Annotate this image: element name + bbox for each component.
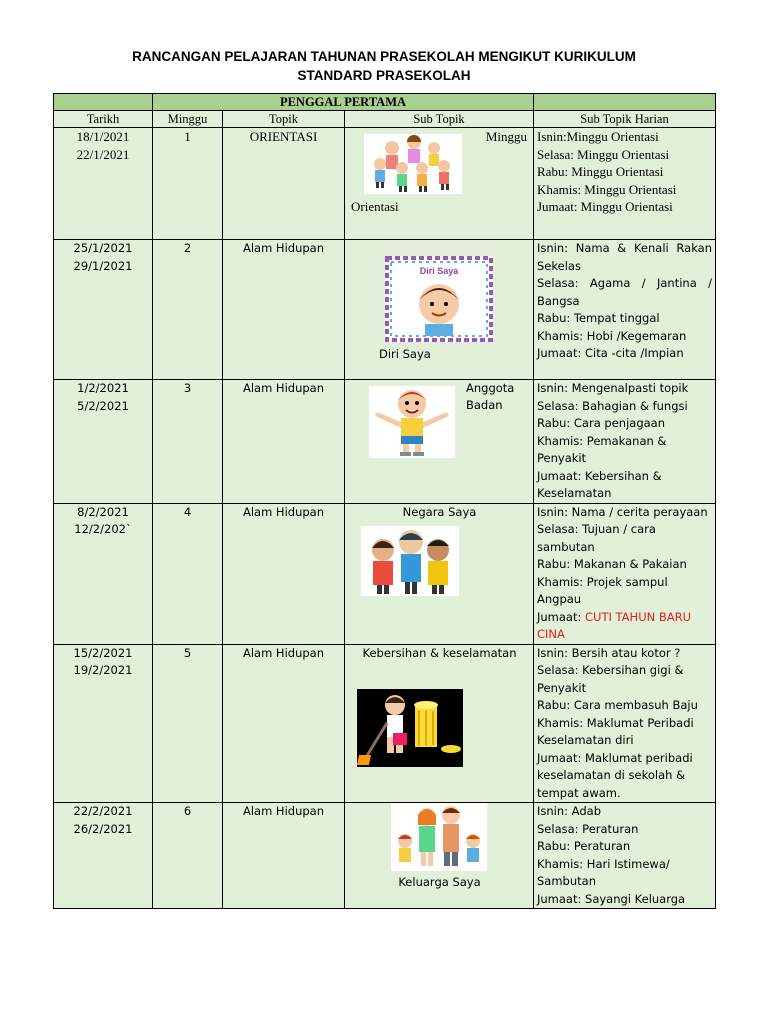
col-header-tarikh: Tarikh <box>54 111 153 128</box>
end-date: 29/1/2021 <box>73 258 133 273</box>
topic-cell: Alam Hidupan <box>223 240 345 380</box>
daily-subtopic-cell <box>534 644 716 803</box>
daily-item: Selasa: Bahagian & fungsi <box>537 398 688 413</box>
subtopic-cell <box>345 644 534 803</box>
daily-item: Rabu: Makanan & Pakaian <box>537 557 687 571</box>
cartoon-boy-picture <box>369 386 455 458</box>
daily-item: Khamis: Maklumat Peribadi Keselamatan diri <box>537 715 694 747</box>
start-date: 1/2/2021 <box>77 381 129 395</box>
daily-item: Isnin: Nama / cerita perayaan <box>537 504 708 519</box>
daily-subtopic-cell <box>534 503 716 644</box>
date-cell <box>54 240 153 380</box>
week-cell: 5 <box>153 644 223 803</box>
subtopic-cell <box>345 803 534 909</box>
subtopic-label: Diri Saya <box>379 347 431 361</box>
document-title <box>0 47 768 85</box>
daily-subtopic-cell <box>534 128 716 240</box>
daily-item: Khamis: Projek sampul Angpau <box>537 574 668 606</box>
column-header-row <box>54 111 716 128</box>
term-header-empty-right <box>534 94 716 111</box>
date-cell <box>54 503 153 644</box>
term-header: PENGGAL PERTAMA <box>153 94 534 111</box>
table-row <box>54 128 716 240</box>
term-header-row <box>54 94 716 111</box>
col-header-topik: Topik <box>223 111 345 128</box>
col-header-subtopik-harian: Sub Topik Harian <box>534 111 716 128</box>
daily-item: Jumaat: Maklumat peribadi keselamatan di sekolah & tempat awam. <box>537 750 693 800</box>
subtopic-label: Keluarga Saya <box>398 875 481 889</box>
daily-item: Jumaat: Kebersihan & Keselamatan <box>537 468 662 500</box>
term-header-empty <box>54 94 153 111</box>
daily-item: Rabu: Peraturan <box>537 839 631 853</box>
topic-cell: ORIENTASI <box>223 128 345 240</box>
table-row <box>54 803 716 909</box>
lesson-plan-table <box>53 93 716 909</box>
date-cell <box>54 128 153 240</box>
table-row <box>54 240 716 380</box>
week-cell: 4 <box>153 503 223 644</box>
daily-item: Khamis: Hobi /Kegemaran <box>537 328 687 343</box>
end-date: 26/2/2021 <box>73 821 133 836</box>
daily-item: Selasa: Agama / Jantina / Bangsa <box>537 276 712 308</box>
daily-item: Jumaat: Sayangi Keluarga <box>537 891 686 906</box>
daily-item: Khamis: Minggu Orientasi <box>537 181 677 197</box>
daily-item: Isnin: Bersih atau kotor ? <box>537 645 681 660</box>
holiday-notice: CUTI TAHUN BARU CINA <box>537 609 692 641</box>
daily-item: Khamis: Pemakanan & Penyakit <box>537 433 667 465</box>
start-date: 25/1/2021 <box>73 241 133 255</box>
daily-item: Isnin: Mengenalpasti topik <box>537 381 689 395</box>
daily-item: Rabu: Cara penjagaan <box>537 416 665 430</box>
table-row <box>54 503 716 644</box>
daily-subtopic-cell <box>534 803 716 909</box>
daily-item: Isnin:Minggu Orientasi <box>537 129 659 144</box>
date-cell <box>54 803 153 909</box>
table-row <box>54 644 716 803</box>
subtopic-label-part2: Badan <box>466 398 503 412</box>
daily-subtopic-cell <box>534 240 716 380</box>
subtopic-cell <box>345 503 534 644</box>
daily-item: Isnin: Nama & Kenali Rakan Sekelas <box>537 241 712 273</box>
topic-cell: Alam Hidupan <box>223 503 345 644</box>
start-date: 15/2/2021 <box>73 645 133 660</box>
subtopic-label-part1: Minggu <box>485 129 527 144</box>
daily-item: Selasa: Minggu Orientasi <box>537 146 670 162</box>
end-date: 12/2/202` <box>74 522 132 536</box>
subtopic-cell <box>345 240 534 380</box>
family-picture <box>391 803 487 871</box>
daily-item-holiday <box>537 609 712 644</box>
daily-item: Selasa: Peraturan <box>537 821 639 836</box>
end-date: 22/1/2021 <box>76 146 130 162</box>
daily-item: Selasa: Tujuan / cara sambutan <box>537 522 656 554</box>
daily-item: Rabu: Tempat tinggal <box>537 311 660 325</box>
subtopic-cell <box>345 128 534 240</box>
topic-cell: Alam Hidupan <box>223 380 345 504</box>
end-date: 19/2/2021 <box>73 663 133 677</box>
topic-cell: Alam Hidupan <box>223 803 345 909</box>
children-group-picture <box>364 134 462 194</box>
daily-subtopic-cell <box>534 380 716 504</box>
subtopic-label: Kebersihan & keselamatan <box>362 645 517 660</box>
start-date: 18/1/2021 <box>76 129 130 144</box>
picture-caption: Diri Saya <box>419 266 459 276</box>
boy-portrait-picture <box>385 256 493 342</box>
sweeping-boy-picture <box>357 689 463 767</box>
week-cell: 1 <box>153 128 223 240</box>
daily-item: Rabu: Minggu Orientasi <box>537 164 664 179</box>
week-cell: 3 <box>153 380 223 504</box>
daily-item: Selasa: Kebersihan gigi & Penyakit <box>537 663 684 695</box>
subtopic-label-part2: Orientasi <box>351 199 399 214</box>
date-cell <box>54 380 153 504</box>
table-row <box>54 380 716 504</box>
start-date: 22/2/2021 <box>73 804 133 818</box>
subtopic-cell <box>345 380 534 504</box>
week-cell: 6 <box>153 803 223 909</box>
week-cell: 2 <box>153 240 223 380</box>
date-cell <box>54 644 153 803</box>
daily-item: Khamis: Hari Istimewa/ Sambutan <box>537 856 670 888</box>
col-header-subtopik: Sub Topik <box>345 111 534 128</box>
daily-item: Rabu: Cara membasuh Baju <box>537 698 698 712</box>
start-date: 8/2/2021 <box>77 504 129 519</box>
title-line-1: RANCANGAN PELAJARAN TAHUNAN PRASEKOLAH MENGIKUT KURIKULUM <box>132 49 636 64</box>
end-date: 5/2/2021 <box>77 398 129 413</box>
daily-item: Isnin: Adab <box>537 804 601 818</box>
daily-item: Jumaat: Minggu Orientasi <box>537 199 673 214</box>
malaysian-kids-picture <box>361 526 459 596</box>
topic-cell: Alam Hidupan <box>223 644 345 803</box>
col-header-minggu: Minggu <box>153 111 223 128</box>
title-line-2: STANDARD PRASEKOLAH <box>297 68 471 83</box>
daily-item: Jumaat: Cita -cita /Impian <box>537 346 684 360</box>
subtopic-label: Negara Saya <box>402 504 477 519</box>
daily-item-prefix: Jumaat: <box>537 609 586 624</box>
subtopic-label-part1: Anggota <box>466 381 515 395</box>
